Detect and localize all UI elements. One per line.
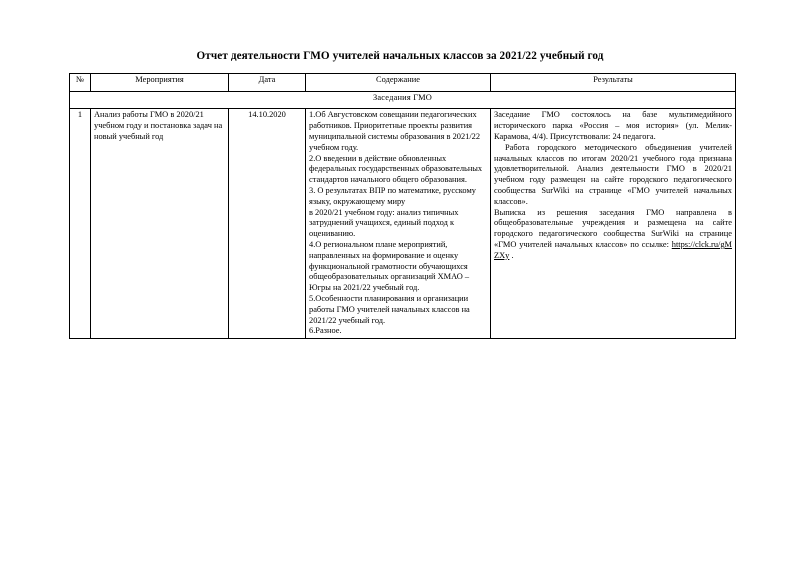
table-body — [70, 92, 736, 339]
table-row — [70, 109, 736, 339]
row-result-cell — [491, 109, 736, 339]
result-paragraph: Заседание ГМО состоялось на базе мультимедийного исторического парка «Россия – моя история» (ул. Мелик-Карамова, 4/4). Присутствовали: 24 педагога. — [494, 110, 732, 142]
column-header-result: Результаты — [491, 74, 736, 92]
content-item: 6.Разное. — [309, 326, 342, 336]
table-header-row — [70, 74, 736, 92]
column-header-number: № — [70, 74, 91, 92]
document-title: Отчет деятельности ГМО учителей начальных классов за 2021/22 учебный год — [196, 50, 604, 62]
result-paragraph: Работа городского методического объединения учителей начальных классов по итогам 2020/21 учебного года признана удовлетворительной. Анализ деятельности ГМО в 2020/21 учебном году размещен на сайте городского педагогического сообщества SurWiki на странице «ГМО учителей начальных классов». — [494, 142, 732, 206]
content-item: 3. О результатах ВПР по математике, русскому языку, окружающему миру — [309, 186, 476, 206]
content-item: 1.Об Августовском совещании педагогических работников. Приоритетные проекты развития муниципальной системы образования в 2021/22 учебном году. — [309, 110, 481, 152]
content-item: 5.Особенности планирования и организации работы ГМО учителей начальных классов на 2021/22 учебный год. — [309, 293, 470, 325]
content-item: в 2020/21 учебном году: анализ типичных затруднений учащихся, единый подход к оцениванию. — [309, 207, 459, 239]
table-header — [70, 74, 736, 92]
content-item: 4.О региональном плане мероприятий, направленных на формирование и оценку функциональной грамотности обучающихся общеобразовательных организаций ХМАО – Югры на 2021/22 учебный год. — [309, 240, 470, 293]
surwiki-link[interactable]: https://clck.ru/gMZXy — [494, 240, 732, 260]
report-table — [69, 73, 736, 339]
column-header-event: Мероприятия — [91, 74, 229, 92]
result-paragraph-with-link — [494, 208, 732, 262]
section-header-row — [70, 92, 736, 109]
content-item: 2.О введении в действие обновленных федеральных государственных образовательных стандартов начального общего образования. — [309, 153, 483, 185]
result-paragraph-text: Выписка из решения заседания ГМО направлена в общеобразовательные учреждения и размещена на сайте городского педагогического сообщества SurWiki на странице «ГМО учителей начальных классов» по ссылке: — [494, 207, 732, 249]
column-header-content: Содержание — [306, 74, 491, 92]
row-number: 1 — [70, 109, 91, 339]
row-content-cell — [306, 109, 491, 339]
column-header-date: Дата — [229, 74, 306, 92]
report-table-container — [0, 73, 800, 339]
section-title-meetings: Заседания ГМО — [70, 92, 736, 109]
result-paragraph-trailing-text: . — [509, 250, 514, 260]
row-event-text: Анализ работы ГМО в 2020/21 учебном году и постановка задач на новый учебный год — [94, 110, 223, 142]
row-date: 14.10.2020 — [229, 109, 306, 339]
row-event-cell — [91, 109, 229, 339]
